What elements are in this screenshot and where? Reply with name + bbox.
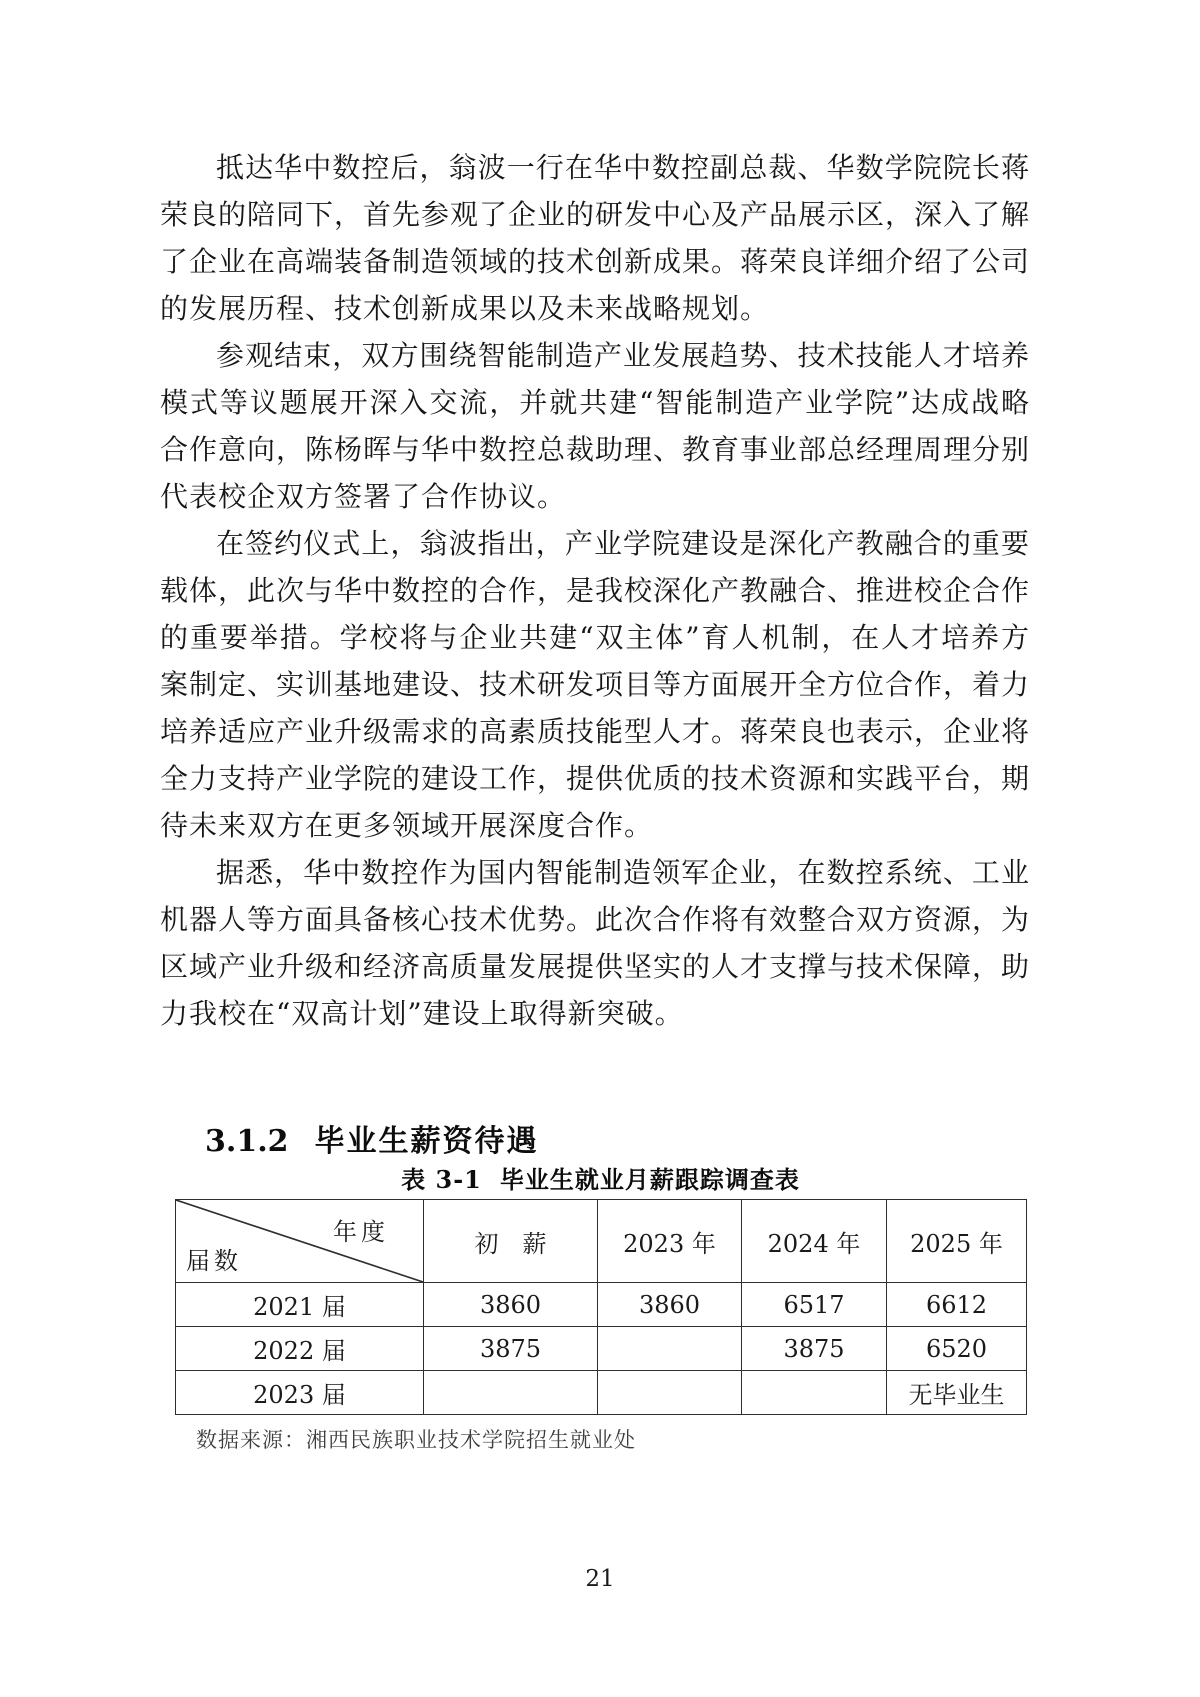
table-caption-label: 表 3-1	[401, 1165, 482, 1194]
cell-2022-2025: 6520	[887, 1327, 1027, 1371]
paragraph-ceremony: 在签约仪式上，翁波指出，产业学院建设是深化产教融合的重要载体，此次与华中数控的合作，是我校深化产教融合、推进校企合作的重要举措。学校将与企业共建“双主体”育人机制，在人才培养方案制定、实训基地建设、技术研发项目等方面展开全方位合作，着力培养适应产业升级需求的高素质技能型人才。蒋荣良也表示，企业将全力支持产业学院的建设工作，提供优质的技术资源和实践平台，期待未来双方在更多领域开展深度合作。	[160, 527, 1031, 842]
paragraph-visit: 抵达华中数控后，翁波一行在华中数控副总裁、华数学院院长蒋荣良的陪同下，首先参观了企业的研发中心及产品展示区，深入了解了企业在高端装备制造领域的技术创新成果。蒋荣良详细介绍了公司的发展历程、技术创新成果以及未来战略规划。	[160, 151, 1031, 325]
table-row	[176, 1327, 1027, 1371]
body-text-block	[160, 144, 1030, 1037]
row-label-2022: 2022 届	[176, 1327, 424, 1371]
column-header-starting-salary: 初 薪	[424, 1200, 598, 1283]
cell-2021-starting: 3860	[424, 1283, 598, 1327]
table-header-row	[176, 1200, 1027, 1283]
section-title: 毕业生薪资待遇	[314, 1124, 539, 1159]
table-row	[176, 1283, 1027, 1327]
cell-2023-2023	[598, 1371, 742, 1415]
column-header-2023: 2023 年	[598, 1200, 742, 1283]
column-header-2025: 2025 年	[887, 1200, 1027, 1283]
section-number: 3.1.2	[205, 1124, 289, 1159]
salary-table	[175, 1199, 1027, 1415]
section-heading	[205, 1116, 539, 1160]
cell-2022-starting: 3875	[424, 1327, 598, 1371]
row-label-2021: 2021 届	[176, 1283, 424, 1327]
cell-2021-2025: 6612	[887, 1283, 1027, 1327]
cell-2023-2024	[742, 1371, 887, 1415]
table-caption	[175, 1160, 1026, 1195]
table-caption-title: 毕业生就业月薪跟踪调查表	[499, 1165, 800, 1194]
cell-2023-2025: 无毕业生	[887, 1371, 1027, 1415]
cell-2022-2023	[598, 1327, 742, 1371]
corner-label-year: 年度	[333, 1218, 389, 1246]
cell-2023-starting	[424, 1371, 598, 1415]
page-number: 21	[585, 1566, 615, 1592]
cell-2022-2024: 3875	[742, 1327, 887, 1371]
paragraph-outlook: 据悉，华中数控作为国内智能制造领军企业，在数控系统、工业机器人等方面具备核心技术优势。此次合作将有效整合双方资源，为区域产业升级和经济高质量发展提供坚实的人才支撑与技术保障，助力我校在“双高计划”建设上取得新突破。	[160, 856, 1031, 1030]
row-label-2023: 2023 届	[176, 1371, 424, 1415]
cell-2021-2023: 3860	[598, 1283, 742, 1327]
paragraph-exchange: 参观结束，双方围绕智能制造产业发展趋势、技术技能人才培养模式等议题展开深入交流，并就共建“智能制造产业学院”达成战略合作意向，陈杨晖与华中数控总裁助理、教育事业部总经理周理分别代表校企双方签署了合作协议。	[160, 339, 1031, 513]
table-corner-cell	[176, 1200, 424, 1283]
cell-2021-2024: 6517	[742, 1283, 887, 1327]
column-header-2024: 2024 年	[742, 1200, 887, 1283]
table-row	[176, 1371, 1027, 1415]
data-source-note: 数据来源：湘西民族职业技术学院招生就业处	[196, 1428, 636, 1452]
corner-label-cohort: 届数	[186, 1247, 242, 1275]
